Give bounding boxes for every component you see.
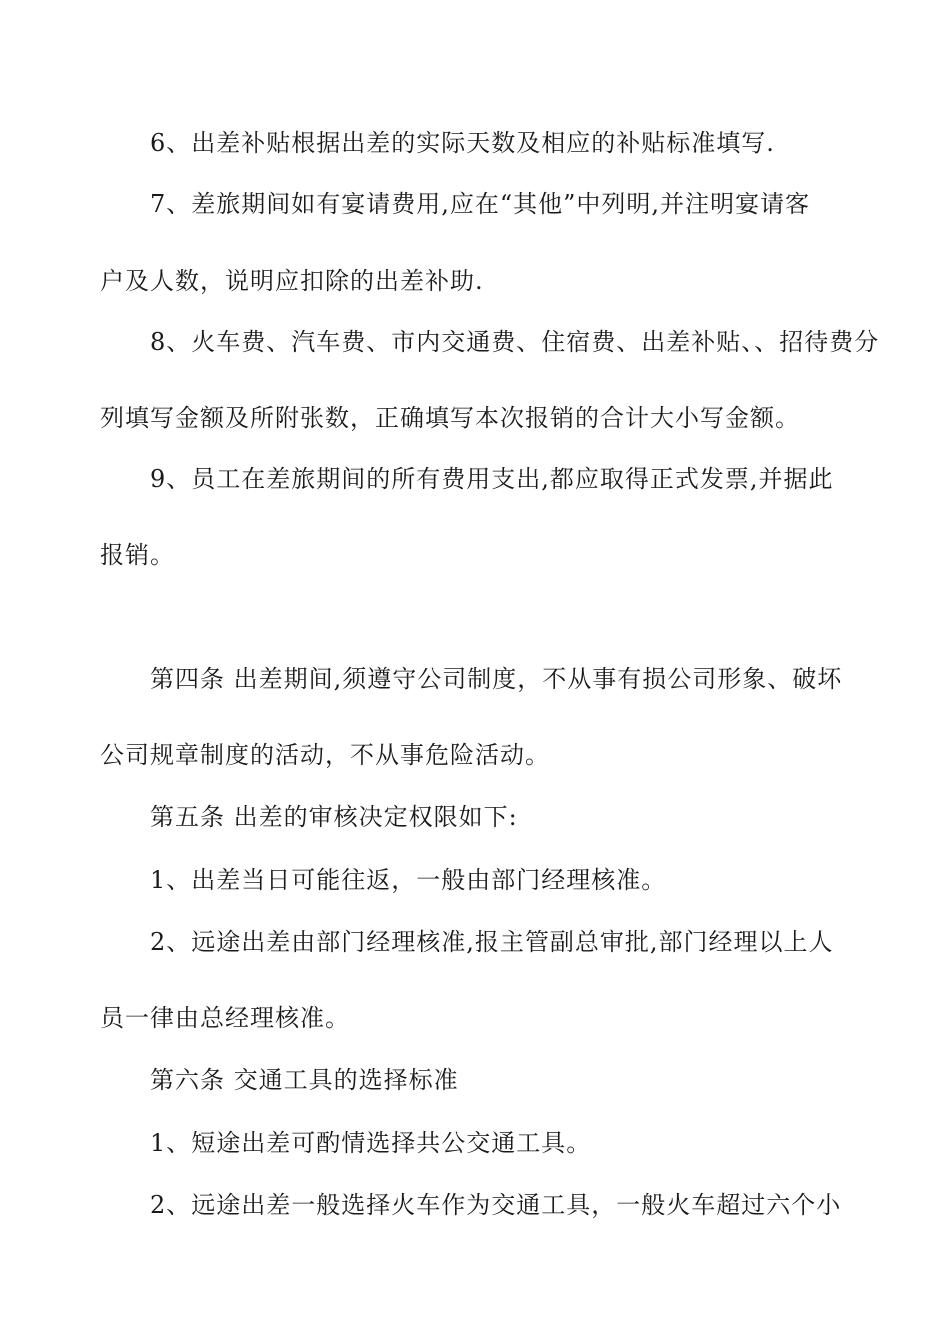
paragraph-line: 户及人数，说明应扣除的出差补助. xyxy=(100,267,484,295)
paragraph-line: 6、出差补贴根据出差的实际天数及相应的补贴标准填写. xyxy=(150,129,775,157)
paragraph-line: 1、短途出差可酌情选择共公交通工具。 xyxy=(150,1129,592,1157)
paragraph-line: 8、火车费、汽车费、市内交通费、住宿费、出差补贴、、招待费分 xyxy=(150,328,880,356)
paragraph-line: 2、远途出差一般选择火车作为交通工具，一般火车超过六个小 xyxy=(150,1191,842,1219)
paragraph-line: 列填写金额及所附张数，正确填写本次报销的合计大小写金额。 xyxy=(100,404,800,432)
paragraph-line: 1、出差当日可能往返，一般由部门经理核准。 xyxy=(150,866,667,894)
paragraph-line: 7、差旅期间如有宴请费用,应在“其他”中列明,并注明宴请客 xyxy=(150,190,811,218)
paragraph-line: 公司规章制度的活动，不从事危险活动。 xyxy=(100,741,550,769)
paragraph-line: 第五条 出差的审核决定权限如下: xyxy=(150,803,518,831)
paragraph-line: 9、员工在差旅期间的所有费用支出,都应取得正式发票,并据此 xyxy=(150,465,834,493)
paragraph-line: 第六条 交通工具的选择标准 xyxy=(150,1066,459,1094)
paragraph-line: 2、远途出差由部门经理核准,报主管副总审批,部门经理以上人 xyxy=(150,928,834,956)
paragraph-line: 第四条 出差期间,须遵守公司制度，不从事有损公司形象、破坏 xyxy=(150,665,843,693)
paragraph-line: 报销。 xyxy=(100,541,175,569)
paragraph-line: 员一律由总经理核准。 xyxy=(100,1004,350,1032)
